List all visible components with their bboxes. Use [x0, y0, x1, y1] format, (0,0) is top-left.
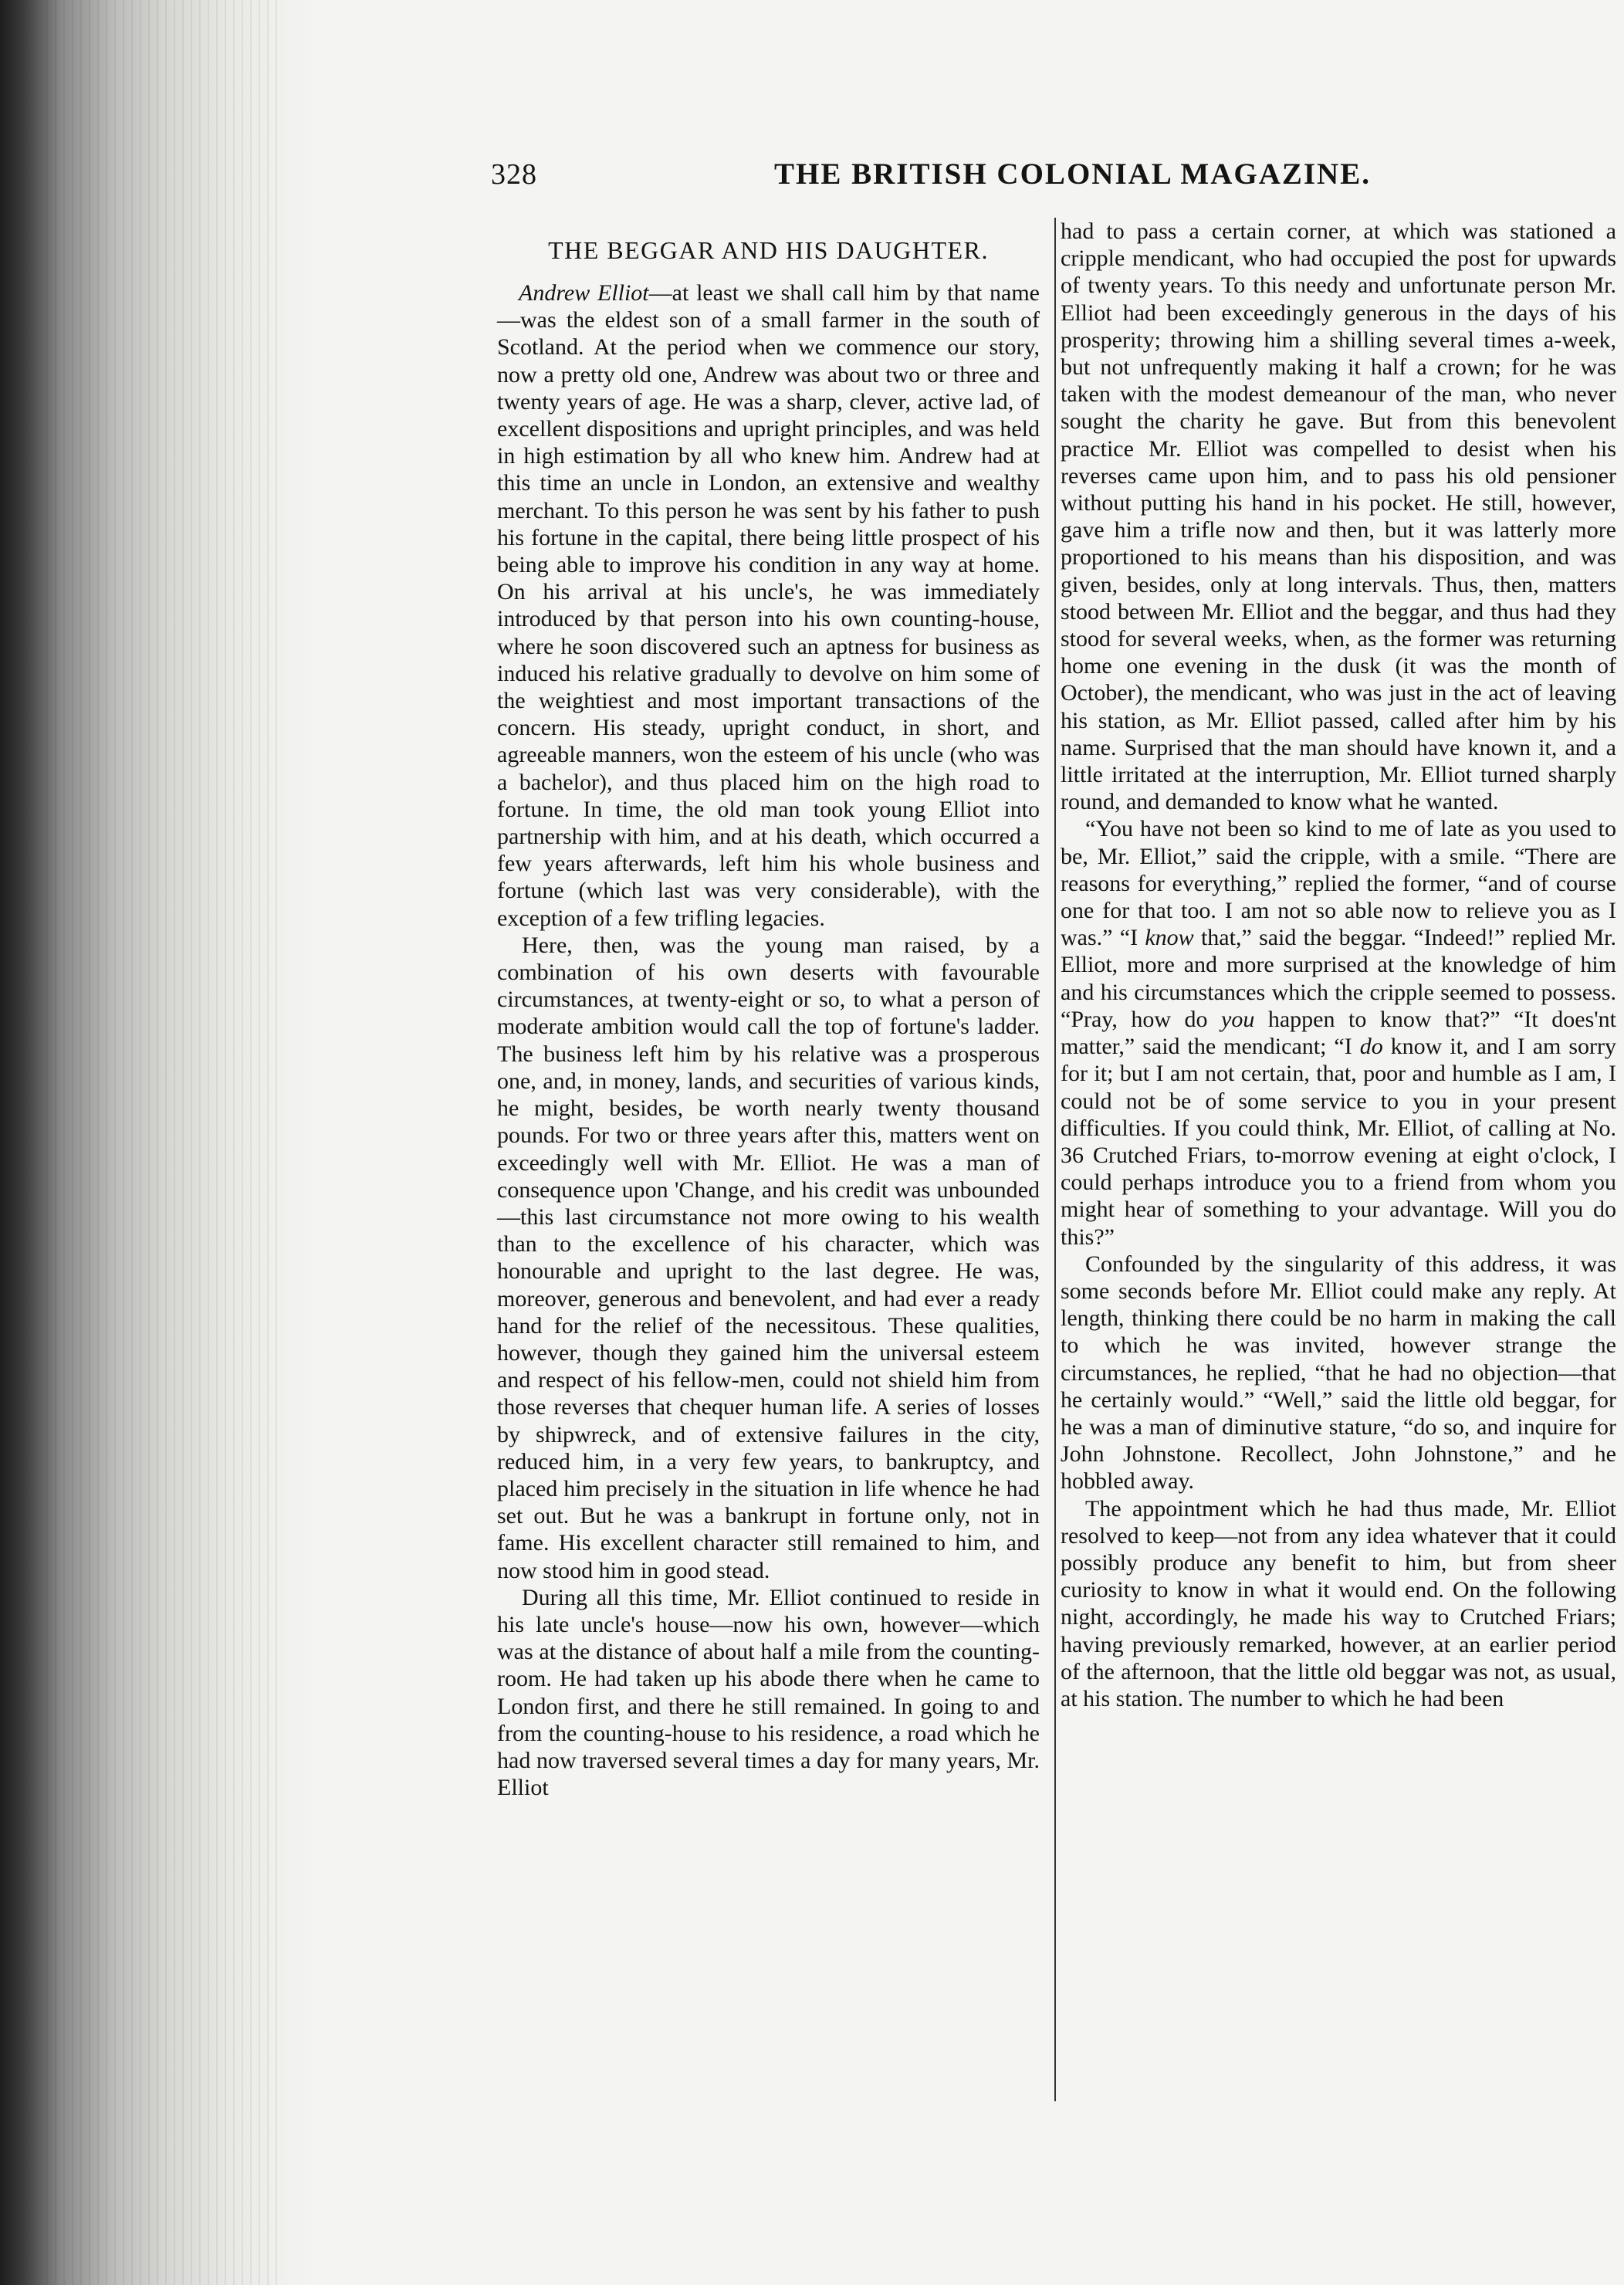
paragraph	[1061, 815, 1616, 1250]
column-rule	[1054, 218, 1056, 2101]
text: happen to know that?” “It does'nt matter,” said the mendicant; “I	[1061, 1006, 1616, 1060]
emphasis: you	[1221, 1006, 1255, 1032]
paragraph: Here, then, was the young man raised, by a combination of his own deserts with favourable circumstances, at twenty-eight or so, to what a person of moderate ambition would call the top of fortune's ladder. The business left him by his relative was a prosperous one, and, in money, lands, and securities of various kinds, he might, besides, be worth nearly twenty thousand pounds. For two or three years after this, matters went on exceedingly well with Mr. Elliot. He was a man of consequence upon 'Change, and his credit was unbounded—this last circumstance not more owing to his wealth than to the excellence of his character, which was honourable and upright to the last degree. He was, moreover, generous and benevolent, and had ever a ready hand for the relief of the necessitous. These qualities, however, though they gained him the universal esteem and respect of his fellow-men, could not shield him from those reverses that chequer human life. A series of losses by shipwreck, and of extensive failures in the city, reduced him, in a very few years, to bankruptcy, and placed him precisely in the situation in life whence he had set out. But he was a bankrupt in fortune only, not in fame. His excellent character still remained to him, and now stood him in good stead.	[497, 932, 1040, 1583]
page-header	[491, 151, 1371, 198]
lead-text: —at least we shall call him by that name—was the eldest son of a small farmer in the south of Scotland. At the period when we commence our story, now a pretty old one, Andrew was about two or three and twenty years of age. He was a sharp, clever, active lad, of excellent dispositions and upright principles, and was held in high estimation by all who knew him. Andrew had at this time an uncle in London, an extensive and wealthy merchant. To this person he was sent by his father to push his fortune in the capital, there being little prospect of his being able to improve his condition in any way at home. On his arrival at his uncle's, he was immediately introduced by that person into his own counting-house, where he soon discovered such an aptness for business as induced his relative gradually to devolve on him some of the weightiest and most important transactions of the concern. His steady, upright conduct, in short, and agreeable manners, won the esteem of his uncle (who was a bachelor), and thus placed him on the high road to fortune. In time, the old man took young Elliot into partnership with him, and at his death, which occurred a few years afterwards, left him his whole business and fortune (which last was very considerable), with the exception of a few trifling legacies.	[497, 280, 1040, 931]
text: that,” said the beggar. “Indeed!” replied Mr. Elliot, more and more surprised at the knowledge of him and his circumstances which the cripple seemed to possess. “Pray, how do	[1061, 925, 1616, 1032]
running-head: THE BRITISH COLONIAL MAGAZINE.	[774, 157, 1371, 191]
book-gutter-shadow	[0, 0, 324, 2285]
emphasis: know	[1145, 925, 1194, 951]
text: know it, and I am sorry for it; but I am not certain, that, poor and humble as I am, I could not be of some service to you in your present difficulties. If you could think, Mr. Elliot, of calling at No. 36 Crutched Friars, to-morrow evening at eight o'clock, I could perhaps introduce you to a friend from whom you might hear of something to your advantage. Will you do this?”	[1061, 1034, 1616, 1250]
page-number: 328	[491, 158, 537, 191]
right-column	[1061, 218, 1616, 1712]
left-column	[497, 218, 1040, 1801]
paragraph: The appointment which he had thus made, Mr. Elliot resolved to keep—not from any idea whatever that it could possibly produce any benefit to him, but from sheer curiosity to know in what it would end. On the following night, accordingly, he made his way to Crutched Friars; having previously remarked, however, at an earlier period of the afternoon, that the little old beggar was not, as usual, at his station. The number to which he had been	[1061, 1495, 1616, 1711]
paragraph: Confounded by the singularity of this address, it was some seconds before Mr. Elliot could make any reply. At length, thinking there could be no harm in making the call to which he was invited, however strange the circumstances, he replied, “that he had no objection—that he certainly would.” “Well,” said the little old beggar, for he was a man of diminutive stature, “do so, and inquire for John Johnstone. Recollect, John Johnstone,” and he hobbled away.	[1061, 1251, 1616, 1495]
article-title: THE BEGGAR AND HIS DAUGHTER.	[548, 236, 989, 264]
page-edges	[46, 0, 278, 2285]
lead-italic: Andrew Elliot	[519, 280, 649, 306]
emphasis: do	[1359, 1034, 1383, 1060]
paragraph: During all this time, Mr. Elliot continued to reside in his late uncle's house—now his own, however—which was at the distance of about half a mile from the counting-room. He had taken up his abode there when he came to London first, and there he still remained. In going to and from the counting-house to his residence, a road which he had now traversed several times a day for many years, Mr. Elliot	[497, 1584, 1040, 1801]
paragraph	[497, 279, 1040, 932]
paragraph: had to pass a certain corner, at which was stationed a cripple mendicant, who had occupied the post for upwards of twenty years. To this needy and unfortunate person Mr. Elliot had been exceedingly generous in the days of his prosperity; throwing him a shilling several times a-week, but not unfrequently making it half a crown; for he was taken with the modest demeanour of the man, who never sought the charity he gave. But from this benevolent practice Mr. Elliot was compelled to desist when his reverses came upon him, and to pass his old pensioner without putting his hand in his pocket. He still, however, gave him a trifle now and then, but it was latterly more proportioned to his means than his disposition, and was given, besides, only at long intervals. Thus, then, matters stood between Mr. Elliot and the beggar, and thus had they stood for several weeks, when, as the former was returning home one evening in the dusk (it was the month of October), the mendicant, who was just in the act of leaving his station, as Mr. Elliot passed, called after him by his name. Surprised that the man should have known it, and a little irritated at the interruption, Mr. Elliot turned sharply round, and demanded to know what he wanted.	[1061, 218, 1616, 815]
text: “You have not been so kind to me of late as you used to be, Mr. Elliot,” said the cripple, with a smile. “There are reasons for everything,” replied the former, “and of course one for that too. I am not so able now to relieve you as I was.” “I	[1061, 816, 1616, 951]
